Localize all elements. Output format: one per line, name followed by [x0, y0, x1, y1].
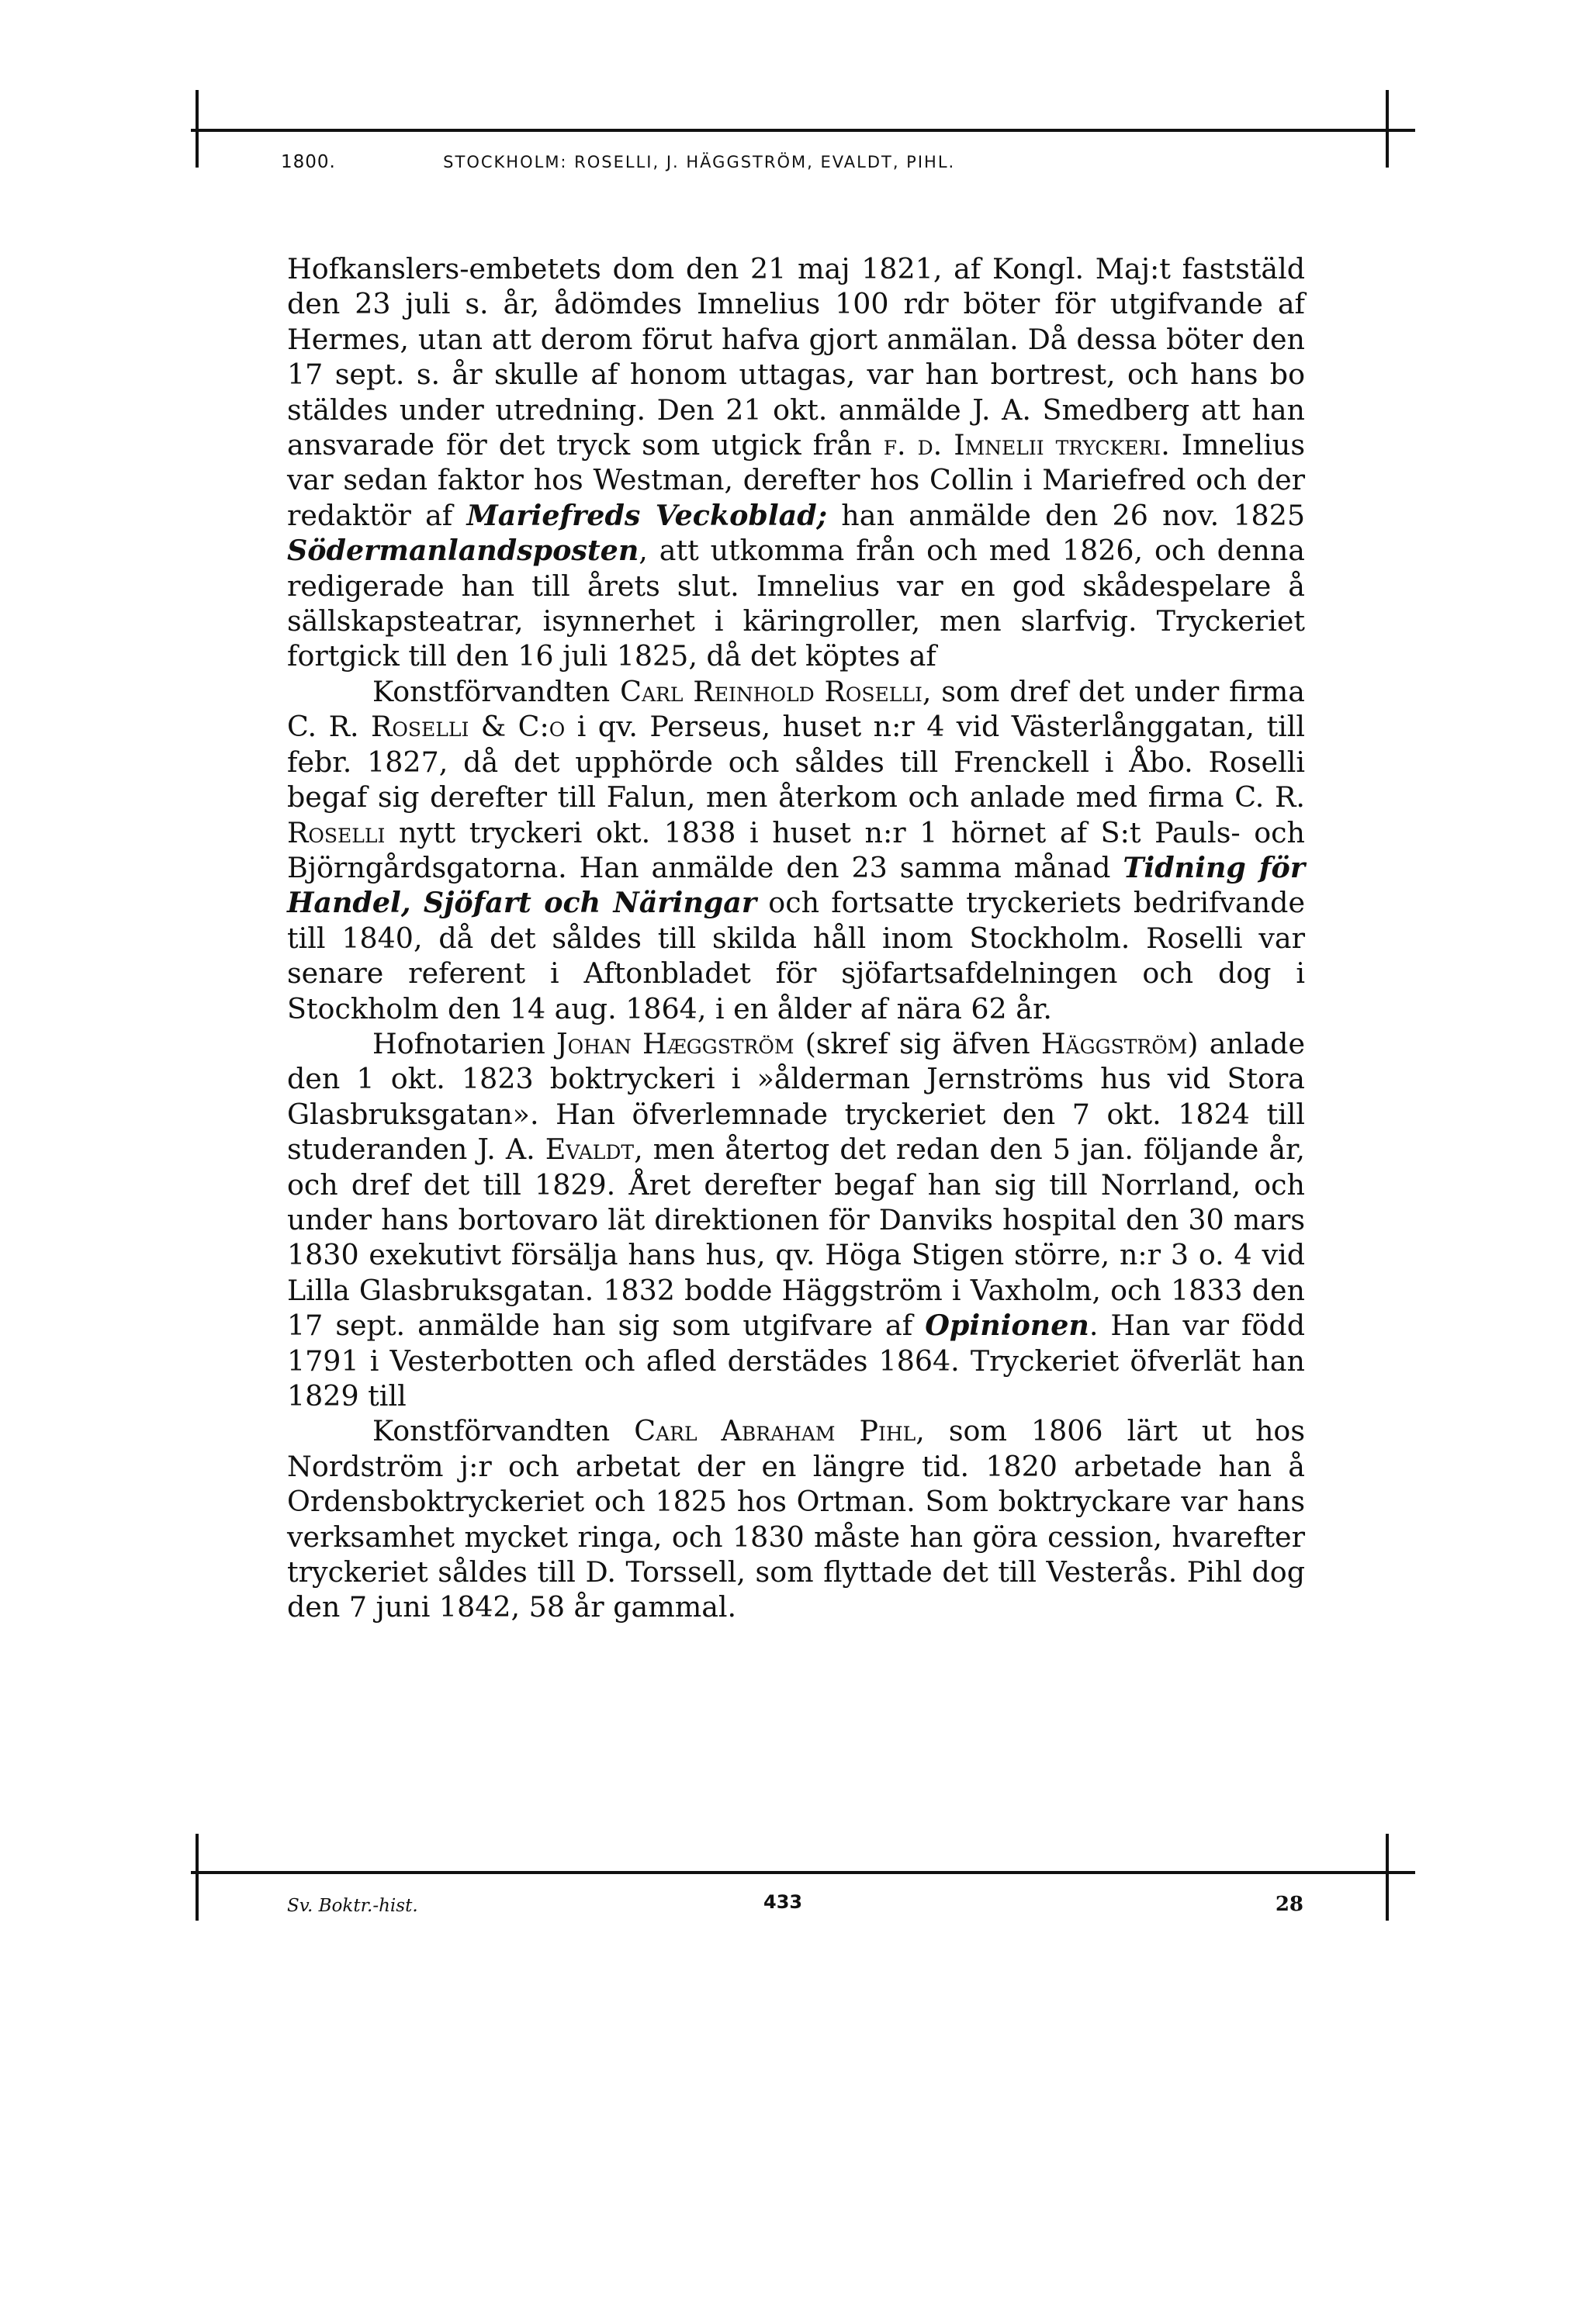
text-run: , att utkomma från och med 1826, och denna redigerade han till årets slut. Imnelius var en god skådespelare å sällskapsteatrar, isynnerhet i käringroller, men slarfvig. Tryckeriet fortgick till den 16 juli 1825, då det köptes af	[287, 534, 1305, 673]
text-run-italic: Opinionen	[925, 1309, 1089, 1343]
text-run: nytt tryckeri okt. 1838 i huset n:r 1 hörnet af S:t Pauls- och Björngårdsgatorna. Han anmälde den 23 samma månad	[287, 815, 1305, 884]
running-head	[281, 152, 955, 172]
text-run: . Han var född 1791 i Vesterbotten och afled derstädes 1864. Tryckeriet öfverlät han 1829 till	[287, 1309, 1305, 1413]
paragraph-2	[287, 674, 1305, 1026]
crop-mark-bottom-right	[1386, 1834, 1389, 1921]
text-run-smallcaps: C. R. Roselli	[287, 780, 1305, 849]
text-run: Hofkanslers-embetets dom den 21 maj 1821, af Kongl. Maj:t faststäld den 23 juli s. år, ådömdes Imnelius 100 rdr böter för utgifvande af Hermes, utan att derom förut hafva gjort anmälan. Då dessa böter den 17 sept. s. år skulle af honom uttagas, var han bortrest, och hans bo stäldes under utredning. Den 21 okt. anmälde J. A. Smedberg att han ansvarade för det tryck som utgick från	[287, 252, 1305, 462]
text-run: ) anlade den 1 okt. 1823 boktryckeri i »ålderman Jernströms hus vid Stora Glasbruksgatan». Han öfverlemnade tryckeriet den 7 okt. 1824 till studeranden J. A.	[287, 1026, 1305, 1167]
text-run: , som 1806 lärt ut hos Nordström j:r och arbetat der en längre tid. 1820 arbetade han å Ordensboktryckeriet och 1825 hos Ortman. Som boktryckare var hans verksamhet mycket ringa, och 1830 måste han göra cession, hvarefter tryckeriet såldes till D. Torssell, som flyttade det till Vesterås. Pihl dog den 7 juni 1842, 58 år gammal.	[287, 1414, 1305, 1624]
text-run: (skref sig äfven	[794, 1026, 1041, 1060]
text-run-smallcaps: Evaldt	[545, 1133, 635, 1167]
body-text	[287, 251, 1305, 1625]
text-run: i qv. Perseus, huset n:r 4 vid Västerlånggatan, till febr. 1827, då det upphörde och såldes till Frenckell i Åbo. Roselli begaf sig derefter till Falun, men återkom och anlade med firma	[287, 710, 1305, 814]
text-run: han anmälde den 26 nov. 1825	[827, 498, 1305, 532]
sheet-number: 28	[1275, 1893, 1303, 1916]
signature-mark: Sv. Boktr.-hist.	[287, 1896, 418, 1916]
text-run: . Imnelius var sedan faktor hos Westman, derefter hos Collin i Mariefred och der redaktör af	[287, 428, 1305, 532]
text-run: Konstförvandten	[372, 674, 621, 708]
text-run: och fortsatte tryckeriets bedrifvande till 1840, då det såldes till skilda håll inom Stockholm. Roselli var senare referent i Aftonbladet för sjöfartsafdelningen och dog i Stockholm den 14 aug. 1864, i en ålder af nära 62 år.	[287, 886, 1305, 1025]
header-year: 1800.	[281, 152, 336, 172]
text-run-smallcaps: Johan Hæggström	[556, 1026, 794, 1060]
text-run-italic: Södermanlandsposten	[287, 534, 639, 568]
text-run-smallcaps: Häggström	[1040, 1026, 1188, 1060]
paragraph-1	[287, 251, 1305, 674]
page-footer	[287, 1891, 1305, 1922]
text-run-italic: Mariefreds Veckoblad;	[466, 498, 828, 532]
bottom-rule	[191, 1871, 1415, 1874]
text-run: Konstförvandten	[372, 1414, 635, 1448]
paragraph-4	[287, 1413, 1305, 1624]
text-run: , som dref det under firma	[922, 674, 1306, 708]
crop-mark-bottom-left	[196, 1834, 199, 1921]
text-run-smallcaps: Carl Reinhold Roselli	[620, 674, 922, 708]
text-run: Hofnotarien	[372, 1026, 556, 1060]
text-run: , men återtog det redan den 5 jan. följande år, och dref det till 1829. Året derefter begaf han sig till Norrland, och under hans bortovaro lät direktionen för Danviks hospital den 30 mars 1830 exekutivt försälja hans hus, qv. Höga Stigen större, n:r 3 o. 4 vid Lilla Glasbruksgatan. 1832 bodde Häggström i Vaxholm, och 1833 den 17 sept. anmälde han sig som utgifvare af	[287, 1133, 1305, 1343]
header-names: STOCKHOLM: ROSELLI, J. HÄGGSTRÖM, EVALDT, PIHL.	[443, 153, 956, 171]
text-run-smallcaps: C. R. Roselli & C:o	[287, 710, 566, 744]
crop-mark-top-left	[196, 90, 199, 168]
paragraph-3	[287, 1026, 1305, 1413]
page-number: 433	[763, 1891, 803, 1913]
text-run-smallcaps: Carl Abraham Pihl	[634, 1414, 916, 1448]
crop-mark-top-right	[1386, 90, 1389, 168]
text-run-smallcaps: f. d. Imnelii tryckeri	[883, 428, 1161, 462]
top-rule	[191, 129, 1415, 132]
text-run-italic: Tidning för Handel, Sjöfart och Näringar	[287, 850, 1305, 920]
